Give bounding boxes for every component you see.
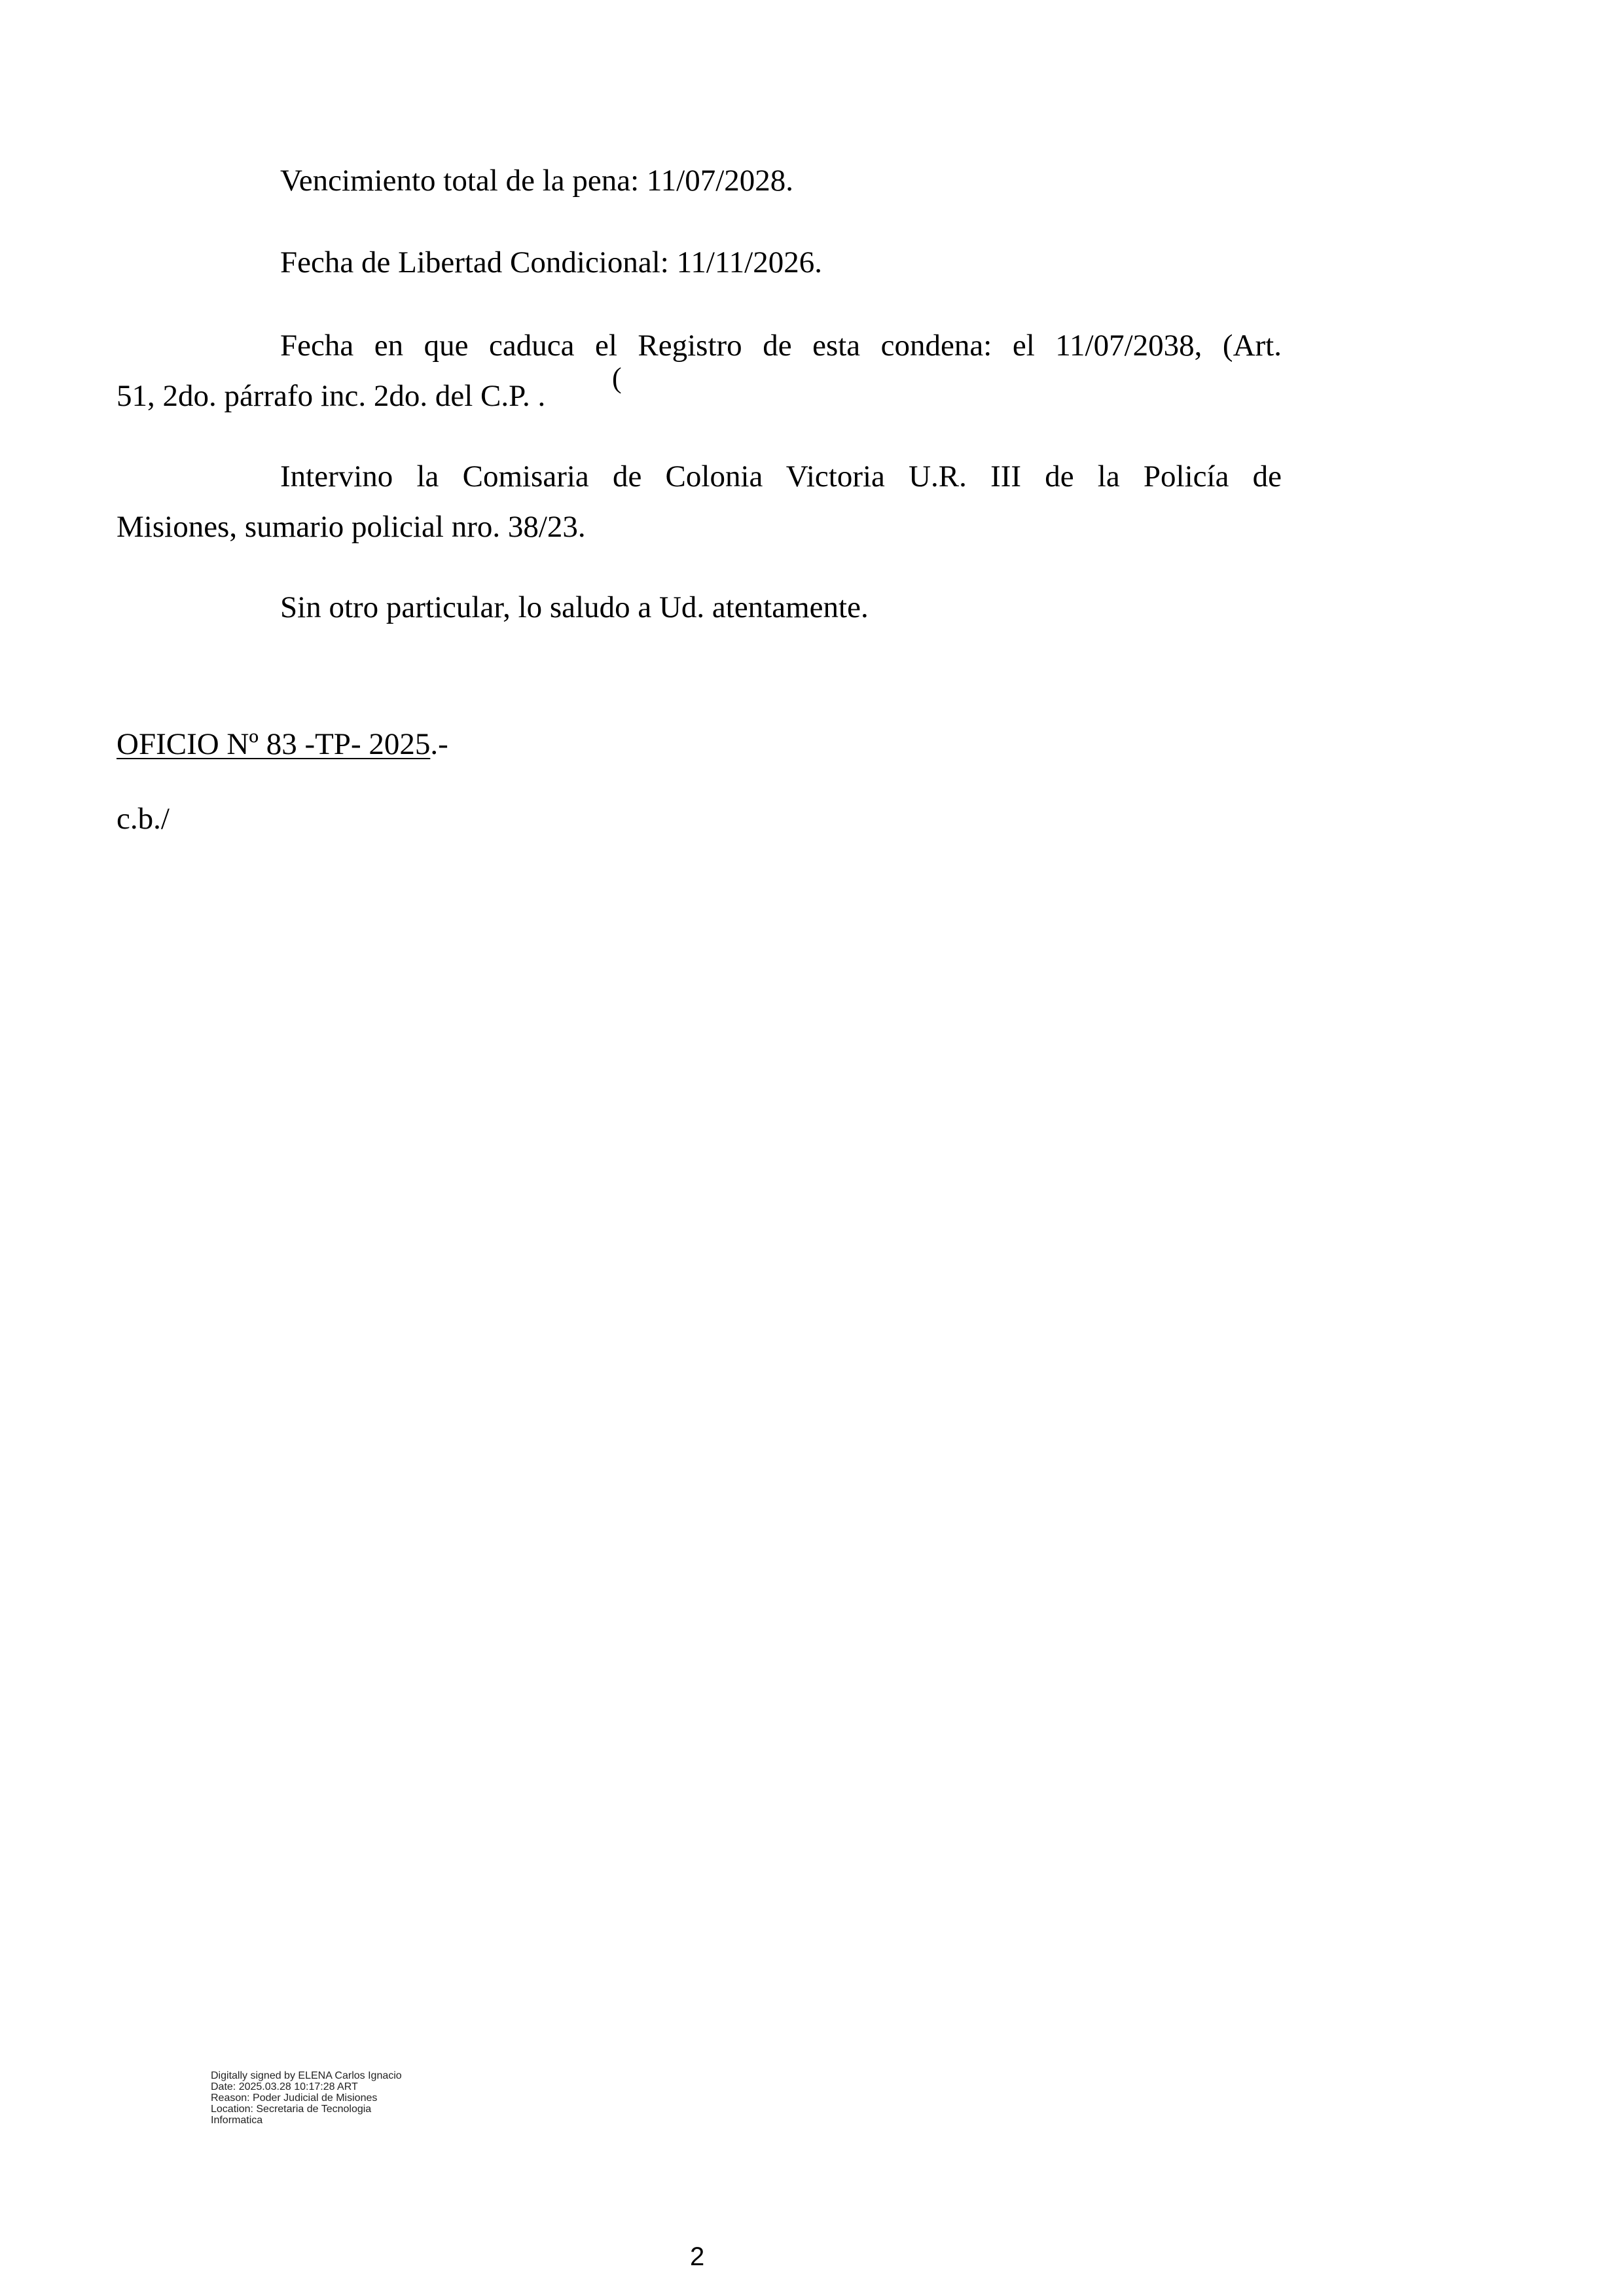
signature-location: Location: Secretaria de Tecnologia xyxy=(211,2104,372,2115)
signature-date: Date: 2025.03.28 10:17:28 ART xyxy=(211,2081,358,2092)
paragraph-saludo: Sin otro particular, lo saludo a Ud. atentamente. xyxy=(280,590,869,624)
paragraph-vencimiento: Vencimiento total de la pena: 11/07/2028. xyxy=(280,164,794,198)
signature-location-cont: Informatica xyxy=(211,2115,263,2126)
oficio-number-suffix: .- xyxy=(430,727,448,761)
registro-paren-mark: ( xyxy=(612,362,622,394)
paragraph-registro-line-2: 51, 2do. párrafo inc. 2do. del C.P. . xyxy=(117,379,546,413)
page-number: 2 xyxy=(690,2242,705,2271)
digital-signature-block xyxy=(211,2070,402,2126)
oficio-number-underlined: OFICIO Nº 83 -TP- 2025 xyxy=(117,727,431,761)
paragraph-libertad-condicional: Fecha de Libertad Condicional: 11/11/2026. xyxy=(280,245,822,279)
signature-signed-by: Digitally signed by ELENA Carlos Ignacio xyxy=(211,2070,402,2081)
paragraph-registro-line-1: Fecha en que caduca el Registro de esta condena: el 11/07/2038, (Art. xyxy=(280,329,1282,363)
initials: c.b./ xyxy=(117,802,170,836)
paragraph-intervino-line-2: Misiones, sumario policial nro. 38/23. xyxy=(117,510,586,544)
oficio-number xyxy=(117,729,448,760)
paragraph-intervino-line-1: Intervino la Comisaria de Colonia Victoria U.R. III de la Policía de xyxy=(280,459,1282,493)
signature-reason: Reason: Poder Judicial de Misiones xyxy=(211,2092,378,2104)
